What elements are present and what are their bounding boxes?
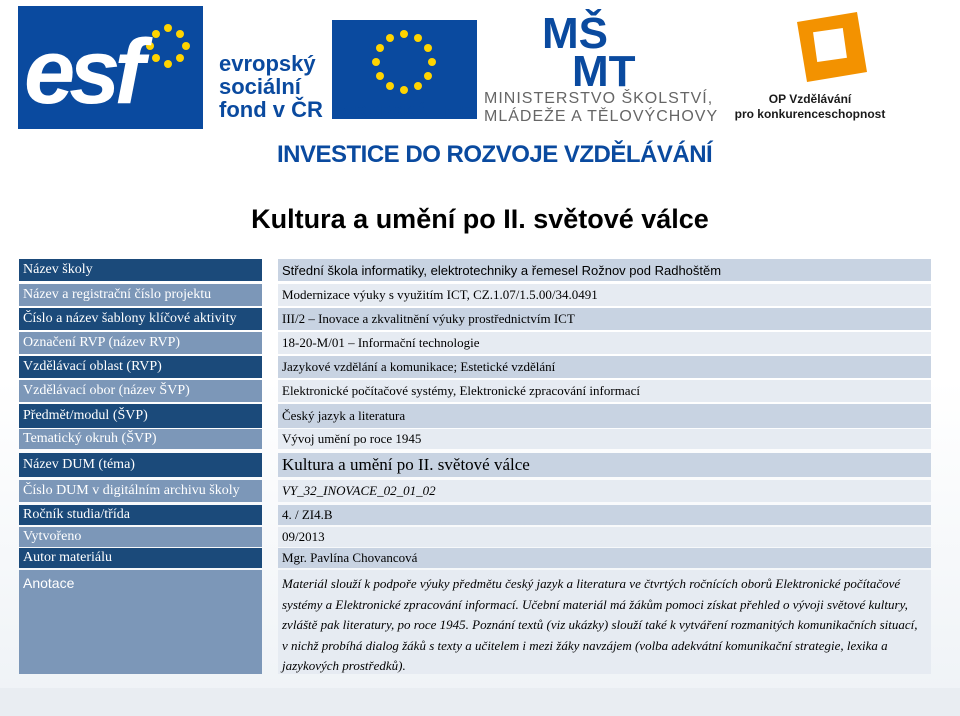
- row-label: Název a registrační číslo projektu: [19, 284, 262, 306]
- svg-text:MŠ: MŠ: [542, 9, 608, 58]
- row-value: Elektronické počítačové systémy, Elektronické zpracování informací: [278, 380, 931, 402]
- row-label: Vzdělávací oblast (RVP): [19, 356, 262, 378]
- table-row: [19, 332, 931, 354]
- msmt-logo-icon: [542, 8, 642, 88]
- table-row: [19, 259, 931, 281]
- row-label: Tematický okruh (ŠVP): [19, 429, 262, 449]
- row-value: Vývoj umění po roce 1945: [278, 429, 931, 449]
- esf-text: evropský sociální fond v ČR: [219, 51, 323, 122]
- row-value: 09/2013: [278, 527, 931, 547]
- eu-stars-icon: [332, 20, 477, 100]
- header-logos: [0, 0, 960, 180]
- table-row: [19, 570, 931, 674]
- row-value: 18-20-M/01 – Informační technologie: [278, 332, 931, 354]
- row-label: Ročník studia/třída: [19, 505, 262, 525]
- page-title: Kultura a umění po II. světové válce: [251, 204, 709, 234]
- row-label: Anotace: [19, 570, 262, 674]
- row-value: Kultura a umění po II. světové válce: [278, 453, 931, 477]
- svg-text:MT: MT: [572, 47, 636, 88]
- table-row: [19, 429, 931, 449]
- row-label: Název DUM (téma): [19, 453, 262, 477]
- row-value: Střední škola informatiky, elektrotechniky a řemesel Rožnov pod Radhoštěm: [278, 259, 931, 281]
- row-value: Mgr. Pavlína Chovancová: [278, 548, 931, 568]
- row-value: Jazykové vzdělání a komunikace; Estetické vzdělání: [278, 356, 931, 378]
- eu-text: EVROPSKÁ UNIE: [332, 102, 473, 121]
- row-label: Číslo a název šablony klíčové aktivity: [19, 308, 262, 330]
- msmt-text: MINISTERSTVO ŠKOLSTVÍ, MLÁDEŽE A TĚLOVÝCHOVY: [484, 90, 719, 125]
- row-label: Vytvořeno: [19, 527, 262, 547]
- row-label: Označení RVP (název RVP): [19, 332, 262, 354]
- table-row: [19, 480, 931, 502]
- row-value: VY_32_INOVACE_02_01_02: [278, 480, 931, 502]
- row-label: Předmět/modul (ŠVP): [19, 404, 262, 428]
- table-row: [19, 453, 931, 477]
- table-row: [19, 505, 931, 525]
- row-value: 4. / ZI4.B: [278, 505, 931, 525]
- esf-letters: esf: [24, 21, 139, 123]
- table-row: [19, 527, 931, 547]
- row-label: Vzdělávací obor (název ŠVP): [19, 380, 262, 402]
- row-label: Číslo DUM v digitálním archivu školy: [19, 480, 262, 502]
- annotation-text: Materiál slouží k podpoře výuky předmětu český jazyk a literatura ve čtvrtých ročnících oborů Elektronické počítačové systémy a Elektronické zpracování informací. Učební materiál má žákům pomoci získat přehled o vývoji světové kultury, zvláště pak literatury, po roce 1945. Poznání textů (viz ukázky) slouží také k vytváření rozmanitých komunikačních situací, v nichž probíhá dialog žáků s texty a učitelem i mezi žáky navzájem (volba adekvátní komunikační strategie, lexika a jazykových prostředků).: [278, 570, 931, 674]
- table-row: [19, 380, 931, 402]
- table-row: [19, 404, 931, 428]
- row-value: III/2 – Inovace a zkvalitnění výuky prostřednictvím ICT: [278, 308, 931, 330]
- footer-band: [0, 688, 960, 716]
- table-row: [19, 284, 931, 306]
- row-value: Modernizace výuky s využitím ICT, CZ.1.07/1.5.00/34.0491: [278, 284, 931, 306]
- op-logo-icon: [797, 12, 867, 82]
- esf-logo: [18, 6, 203, 129]
- table-row: [19, 308, 931, 330]
- row-label: Autor materiálu: [19, 548, 262, 568]
- row-label: Název školy: [19, 259, 262, 281]
- table-row: [19, 356, 931, 378]
- invest-slogan: INVESTICE DO ROZVOJE VZDĚLÁVÁNÍ: [277, 141, 713, 168]
- row-value: Český jazyk a literatura: [278, 404, 931, 428]
- table-row: [19, 548, 931, 568]
- op-text: OP Vzdělávání pro konkurenceschopnost: [734, 92, 886, 121]
